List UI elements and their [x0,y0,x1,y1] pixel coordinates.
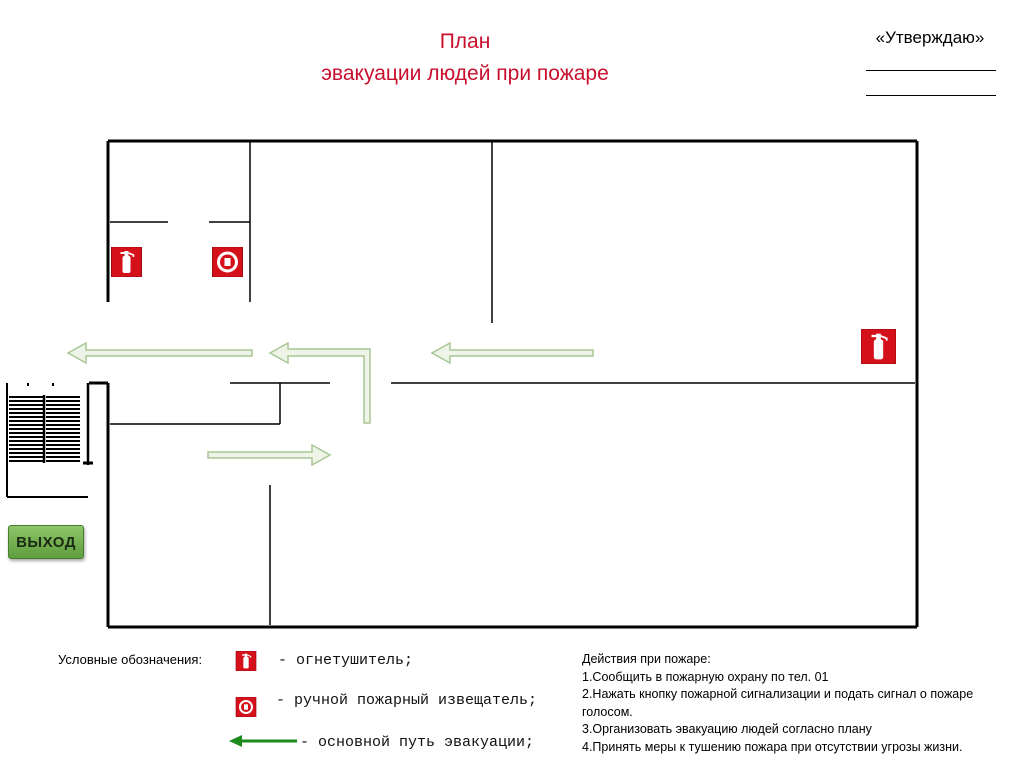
evacuation-arrows [68,343,593,465]
fire-action-step: 3.Организовать эвакуацию людей согласно плану [582,722,872,736]
evacuation-arrow-room [208,445,330,465]
legend-extinguisher-icon [236,651,256,671]
evacuation-arrow-exit [68,343,252,363]
approval-caption: «Утверждаю» [875,28,985,47]
plan-subtitle: эвакуации людей при пожаре [321,62,609,85]
staircase [7,383,93,497]
fire-action-step: 4.Принять меры к тушению пожара при отсутствии угрозы жизни. [582,739,963,754]
exit-sign: ВЫХОД [8,525,84,559]
manual-fire-alarm-icon [213,247,243,277]
fire-action-step: 1.Сообщить в пожарную охрану по тел. 01 [582,669,829,684]
plan-title: План [439,30,491,53]
fire-actions [582,651,1012,756]
fire-action-step: 2.Нажать кнопку пожарной сигнализации и подать сигнал о пожаре голосом. [582,687,974,719]
fire-extinguisher-icon [861,329,896,364]
evacuation-arrow-hall [432,343,593,363]
fire-actions-heading: Действия при пожаре: [582,652,711,666]
legend-title: Условные обозначения: [58,652,203,667]
interior-walls [110,141,915,625]
legend-alarm-icon [236,697,256,717]
legend-item-extinguisher: - огнетушитель; [278,652,414,669]
legend-evacuation-arrow-icon [229,735,297,747]
fire-extinguisher-icon [112,247,142,277]
legend-item-evacuation-route: - основной путь эвакуации; [300,734,535,751]
outer-walls [89,141,917,627]
legend-item-alarm: - ручной пожарный извещатель; [276,692,538,709]
